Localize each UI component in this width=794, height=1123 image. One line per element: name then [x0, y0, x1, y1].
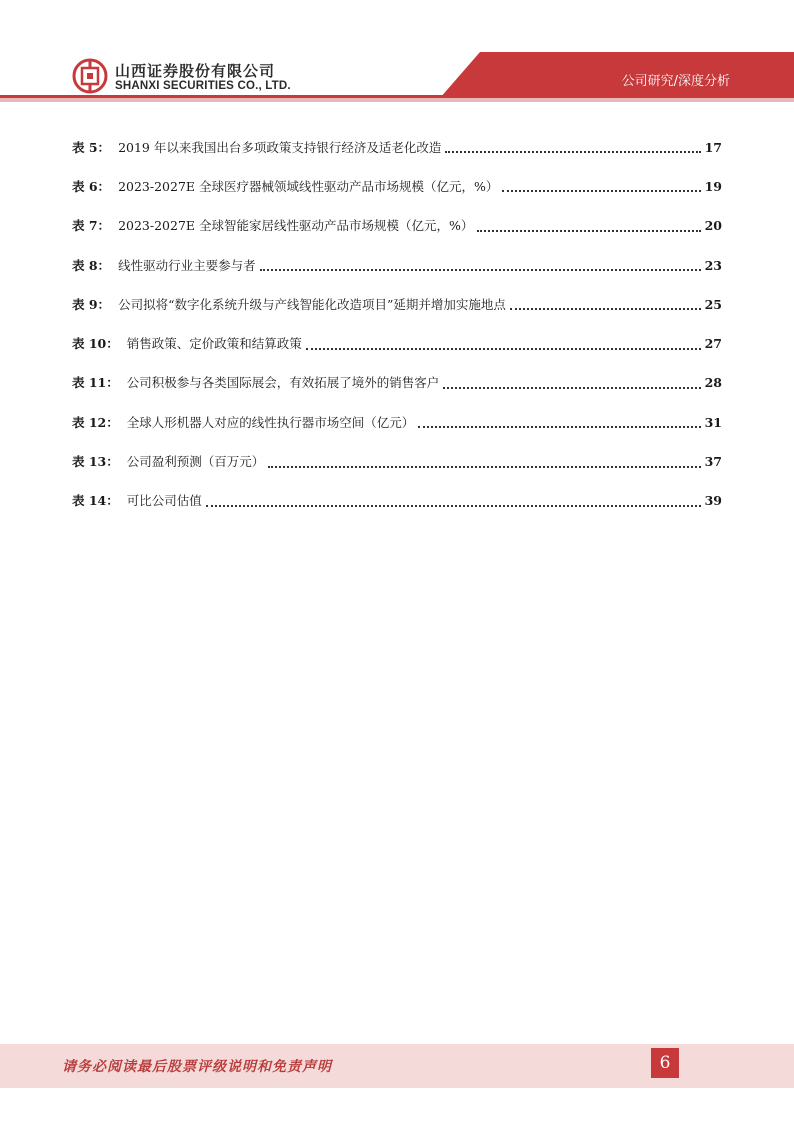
toc-page: 37 — [704, 454, 722, 470]
toc-entry[interactable] — [72, 442, 722, 481]
company-logo-icon — [72, 58, 108, 94]
toc-page: 17 — [704, 139, 722, 155]
toc-entry[interactable] — [72, 207, 722, 246]
toc-entry[interactable] — [72, 364, 722, 403]
toc-entry[interactable] — [72, 246, 722, 285]
toc-leader — [477, 229, 700, 232]
toc-leader — [418, 425, 700, 428]
table-list — [72, 128, 722, 521]
toc-label: 表 9： — [72, 296, 111, 312]
toc-title: 2019 年以来我国出台多项政策支持银行经济及适老化改造 — [118, 139, 442, 155]
toc-title: 销售政策、定价政策和结算政策 — [126, 336, 302, 352]
company-name-en: SHANXI SECURITIES CO., LTD. — [115, 80, 291, 92]
toc-leader — [502, 189, 700, 192]
toc-title: 可比公司估值 — [126, 493, 202, 509]
toc-page: 28 — [704, 375, 722, 391]
toc-entry[interactable] — [72, 285, 722, 324]
toc-page: 20 — [704, 218, 722, 234]
toc-label: 表 7： — [72, 218, 111, 234]
toc-title: 2023-2027E 全球智能家居线性驱动产品市场规模（亿元，%） — [118, 218, 474, 234]
toc-label: 表 13： — [72, 454, 119, 470]
toc-page: 19 — [704, 178, 722, 194]
toc-page: 31 — [704, 414, 722, 430]
toc-entry[interactable] — [72, 324, 722, 363]
toc-label: 表 5： — [72, 139, 111, 155]
toc-page: 27 — [704, 336, 722, 352]
toc-leader — [445, 150, 700, 153]
section-tag: 公司研究/深度分析 — [621, 74, 730, 89]
toc-title: 公司拟将“数字化系统升级与产线智能化改造项目”延期并增加实施地点 — [118, 296, 506, 312]
toc-label: 表 14： — [72, 493, 119, 509]
toc-page: 39 — [704, 493, 722, 509]
toc-leader — [268, 465, 700, 468]
page-number: 6 — [651, 1048, 679, 1078]
toc-label: 表 11： — [72, 375, 119, 391]
toc-entry[interactable] — [72, 128, 722, 167]
toc-title: 全球人形机器人对应的线性执行器市场空间（亿元） — [126, 414, 415, 430]
toc-leader — [206, 504, 701, 507]
toc-page: 25 — [704, 296, 722, 312]
disclaimer-note: 请务必阅读最后股票评级说明和免责声明 — [62, 1059, 332, 1075]
company-name-cn: 山西证券股份有限公司 — [115, 62, 276, 80]
toc-entry[interactable] — [72, 403, 722, 442]
toc-title: 公司盈利预测（百万元） — [126, 454, 265, 470]
toc-title: 公司积极参与各类国际展会，有效拓展了境外的销售客户 — [126, 375, 440, 391]
toc-label: 表 6： — [72, 178, 111, 194]
toc-entry[interactable] — [72, 482, 722, 521]
toc-label: 表 12： — [72, 414, 119, 430]
toc-label: 表 10： — [72, 336, 119, 352]
toc-leader — [510, 307, 701, 310]
toc-entry[interactable] — [72, 167, 722, 206]
toc-title: 线性驱动行业主要参与者 — [118, 257, 256, 273]
toc-page: 23 — [704, 257, 722, 273]
toc-leader — [260, 268, 701, 271]
toc-label: 表 8： — [72, 257, 111, 273]
toc-title: 2023-2027E 全球医疗器械领域线性驱动产品市场规模（亿元，%） — [118, 178, 499, 194]
page-header — [0, 0, 794, 108]
toc-leader — [443, 386, 700, 389]
toc-leader — [306, 347, 701, 350]
